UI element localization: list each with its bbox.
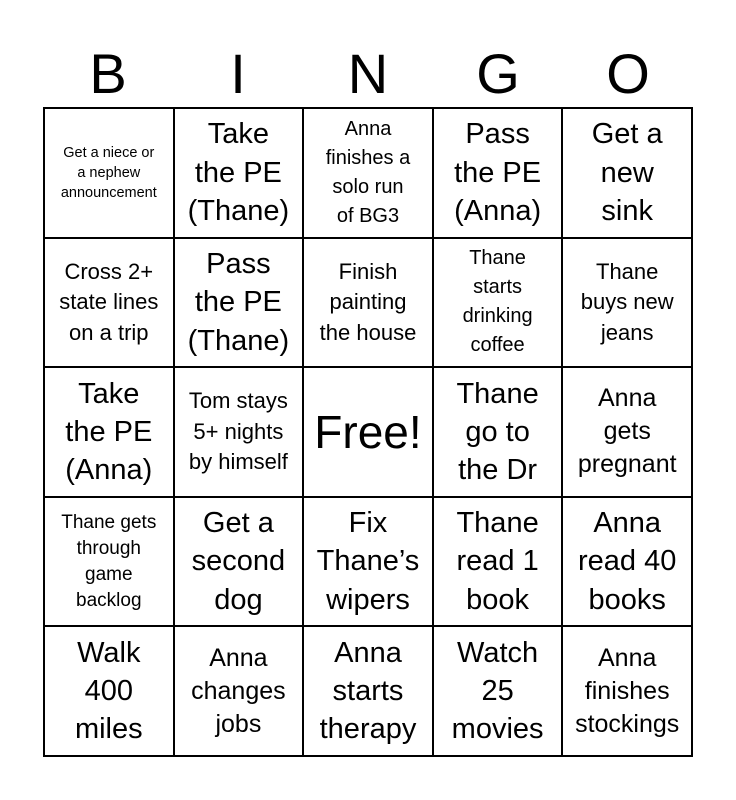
bingo-cell[interactable]: Walk 400 miles xyxy=(44,626,174,756)
bingo-cell[interactable]: Thane go to the Dr xyxy=(433,367,563,497)
bingo-cell[interactable]: Get a new sink xyxy=(562,108,692,238)
header-letter-n: N xyxy=(347,42,389,105)
bingo-cell[interactable]: Thane starts drinking coffee xyxy=(433,238,563,368)
bingo-cell[interactable]: Thane gets through game backlog xyxy=(44,497,174,627)
bingo-cell[interactable]: Anna read 40 books xyxy=(562,497,692,627)
bingo-cell[interactable]: Tom stays 5+ nights by himself xyxy=(174,367,304,497)
bingo-cell[interactable]: Pass the PE (Anna) xyxy=(433,108,563,238)
bingo-cell[interactable]: Cross 2+ state lines on a trip xyxy=(44,238,174,368)
header-letter-o: O xyxy=(606,42,650,105)
bingo-cell[interactable]: Fix Thane’s wipers xyxy=(303,497,433,627)
bingo-cell[interactable]: Watch 25 movies xyxy=(433,626,563,756)
bingo-header xyxy=(43,40,693,108)
free-space-cell[interactable]: Free! xyxy=(303,367,433,497)
bingo-cell[interactable]: Take the PE (Thane) xyxy=(174,108,304,238)
header-letter-i: I xyxy=(230,42,246,105)
header-letter-b: B xyxy=(89,42,127,105)
bingo-cell[interactable]: Anna finishes stockings xyxy=(562,626,692,756)
header-letter-g: G xyxy=(476,42,520,105)
bingo-board xyxy=(43,107,693,757)
bingo-cell[interactable]: Pass the PE (Thane) xyxy=(174,238,304,368)
bingo-cell[interactable]: Thane read 1 book xyxy=(433,497,563,627)
bingo-cell[interactable]: Thane buys new jeans xyxy=(562,238,692,368)
bingo-cell[interactable]: Anna changes jobs xyxy=(174,626,304,756)
bingo-cell[interactable]: Anna finishes a solo run of BG3 xyxy=(303,108,433,238)
bingo-cell[interactable]: Anna gets pregnant xyxy=(562,367,692,497)
bingo-cell[interactable]: Get a niece or a nephew announcement xyxy=(44,108,174,238)
bingo-cell[interactable]: Anna starts therapy xyxy=(303,626,433,756)
bingo-cell[interactable]: Finish painting the house xyxy=(303,238,433,368)
bingo-cell[interactable]: Get a second dog xyxy=(174,497,304,627)
bingo-cell[interactable]: Take the PE (Anna) xyxy=(44,367,174,497)
